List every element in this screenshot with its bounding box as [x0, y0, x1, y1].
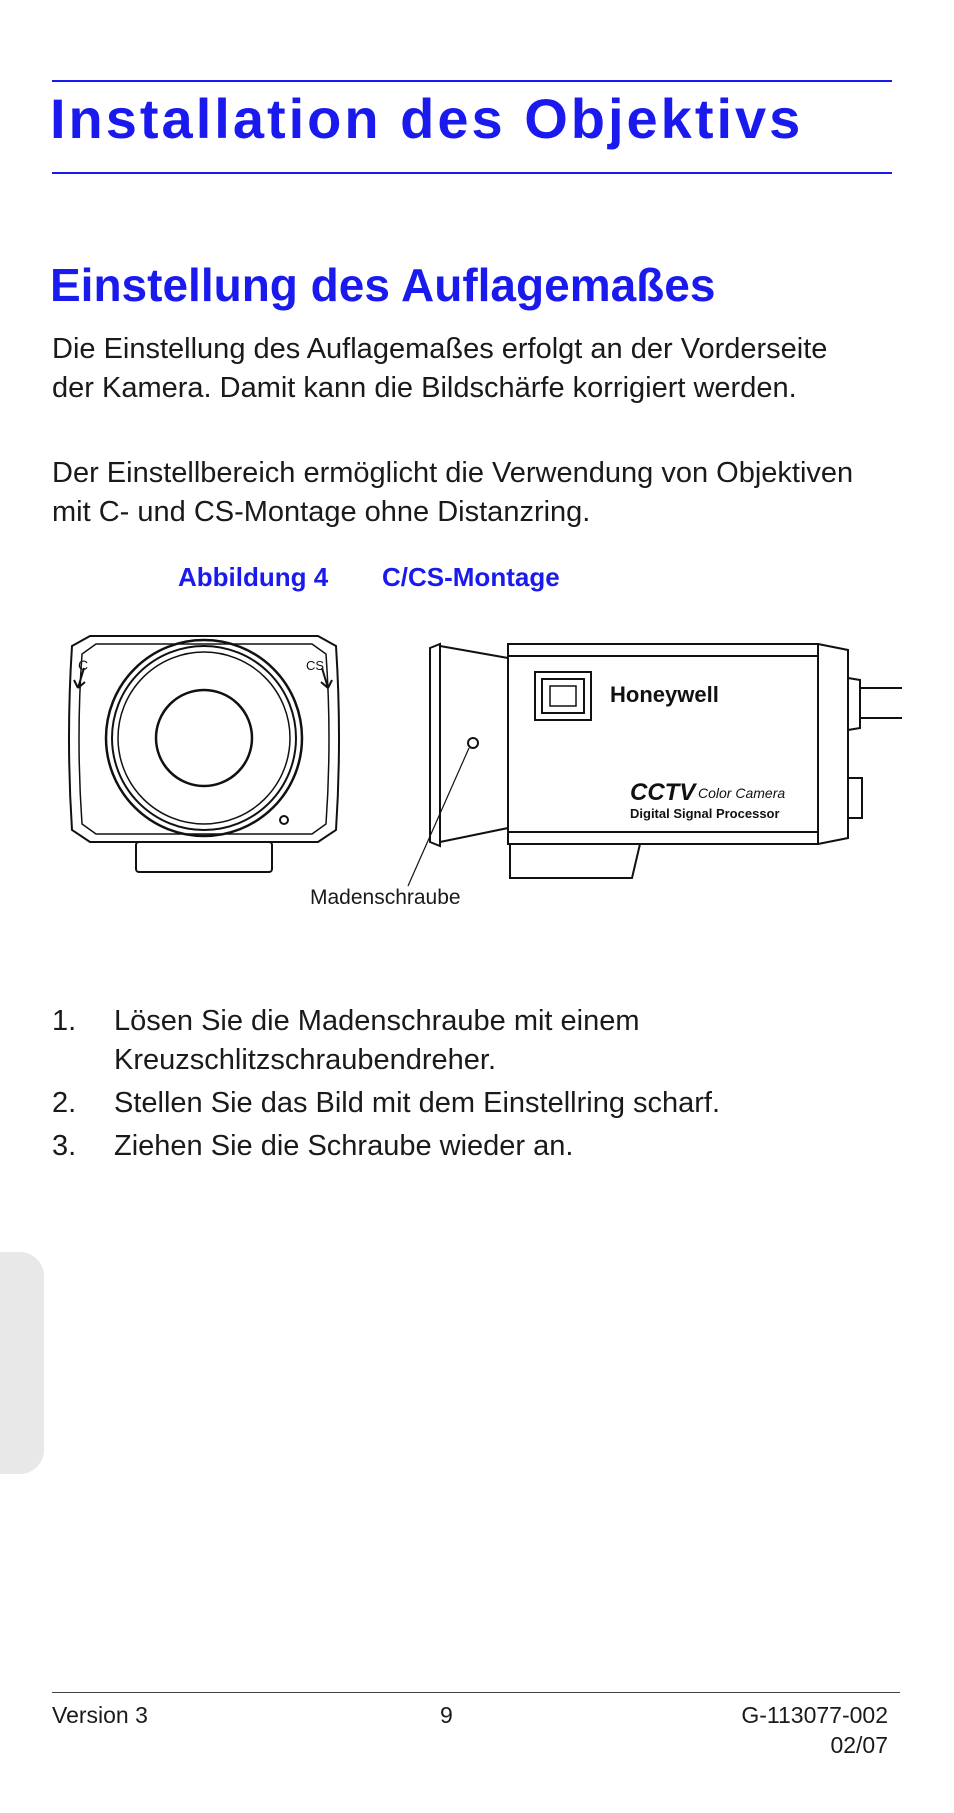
page-title: Installation des Objektivs [50, 87, 804, 150]
set-screw-callout: Madenschraube [310, 886, 461, 909]
step-text: Lösen Sie die Madenschraube mit einem Kreuzschlitzschraubendreher. [114, 1005, 640, 1076]
step-number: 2. [52, 1087, 77, 1119]
doc-date: 02/07 [830, 1732, 888, 1758]
step-text: Stellen Sie das Bild mit dem Einstellring scharf. [114, 1087, 721, 1119]
section-title: Einstellung des Auflagemaßes [50, 259, 716, 311]
model-sub: Color Camera [698, 785, 786, 801]
model-line2: Digital Signal Processor [630, 806, 780, 821]
step-number: 1. [52, 1005, 77, 1037]
footer-page-number: 9 [440, 1702, 453, 1728]
ring-mark-c: C [78, 657, 89, 673]
brand-logo: Honeywell [610, 682, 719, 707]
footer-doc-id [741, 1700, 888, 1760]
intro-paragraph: Die Einstellung des Auflagemaßes erfolgt an der Vorderseite der Kamera. Damit kann die Bildschärfe korrigiert werden. [52, 333, 828, 404]
step-number: 3. [52, 1130, 77, 1162]
title-underline [52, 172, 892, 174]
footer-version: Version 3 [52, 1702, 148, 1728]
step-1 [52, 1002, 892, 1080]
lens-ring-front-view [69, 636, 339, 872]
figure-title: C/CS-Montage [382, 562, 560, 592]
step-2 [52, 1084, 892, 1123]
instruction-steps [52, 1002, 892, 1170]
top-rule [52, 80, 892, 82]
footer-rule [52, 1692, 900, 1693]
figure-number: Abbildung 4 [178, 562, 329, 592]
ring-mark-cs: CS [306, 658, 325, 673]
doc-id: G-113077-002 [741, 1702, 888, 1728]
model-main: CCTV [630, 779, 696, 806]
camera-body-side-view [408, 644, 902, 886]
step-3 [52, 1127, 892, 1166]
camera-figure [60, 628, 902, 888]
range-paragraph: Der Einstellbereich ermöglicht die Verwendung von Objektiven mit C- und CS-Montage ohne Distanzring. [52, 457, 854, 528]
step-text: Ziehen Sie die Schraube wieder an. [114, 1130, 574, 1162]
language-tab [0, 1252, 44, 1474]
